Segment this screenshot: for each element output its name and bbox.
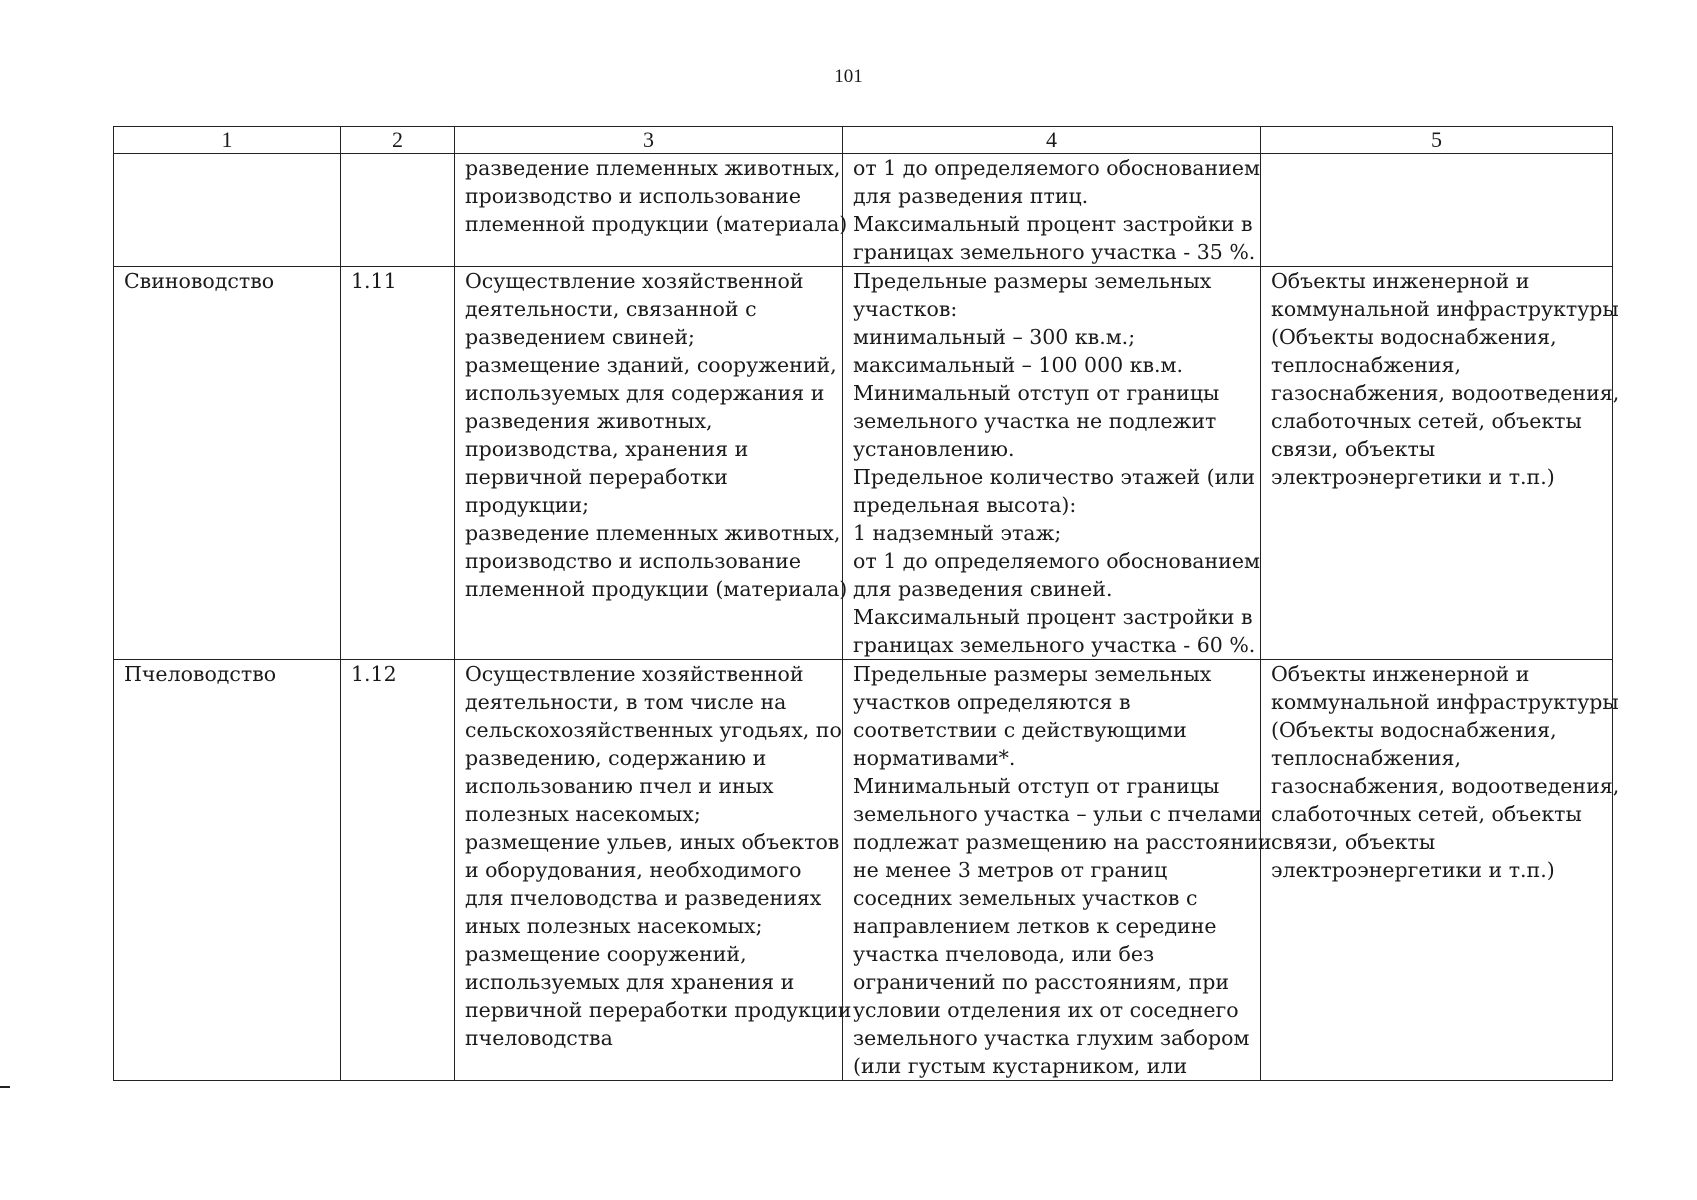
table-cell-col3 [455, 267, 848, 660]
cell-text-line: племенной продукции (материала) [465, 212, 848, 236]
cell-text-line: подлежат размещению на расстоянии [853, 830, 1272, 854]
table-cell-col1 [114, 660, 341, 1081]
cell-text-line: участков: [853, 297, 958, 321]
column-header: 4 [843, 127, 1261, 154]
cell-text-line: пчеловодства [465, 1026, 613, 1050]
cell-text-line: продукции; [465, 493, 590, 517]
cell-text-line: (Объекты водоснабжения, [1271, 718, 1557, 742]
cell-text: Пчеловодство [124, 662, 277, 686]
cell-text: 1.11 [351, 269, 397, 293]
cell-text-line: иных полезных насекомых; [465, 914, 763, 938]
cell-text-line: производство и использование [465, 184, 801, 208]
cell-text-line: Предельные размеры земельных [853, 269, 1212, 293]
table-cell-col5 [1261, 660, 1620, 1081]
cell-text-line: разведению, содержанию и [465, 746, 767, 770]
cell-text-line: сельскохозяйственных угодьях, по [465, 718, 842, 742]
cell-text-line: используемых для содержания и [465, 381, 825, 405]
cell-text-line: деятельности, в том числе на [465, 690, 787, 714]
cell-text-line: Предельное количество этажей (или [853, 465, 1256, 489]
cell-text-line: участков определяются в [853, 690, 1131, 714]
cell-text-line: направлением летков к середине [853, 914, 1217, 938]
cell-text-line: племенной продукции (материала) [465, 577, 848, 601]
cell-text-line: установлению. [853, 437, 1015, 461]
cell-text-line: первичной переработки продукции [465, 998, 852, 1022]
cell-text: 1.12 [351, 662, 397, 686]
cell-text-line: 1 надземный этаж; [853, 521, 1062, 545]
cell-text-line: максимальный – 100 000 кв.м. [853, 353, 1184, 377]
cell-text-line: для разведения птиц. [853, 184, 1089, 208]
cell-text-line: размещение зданий, сооружений, [465, 353, 837, 377]
cell-text-line: не менее 3 метров от границ [853, 858, 1168, 882]
cell-text-line: полезных насекомых; [465, 802, 701, 826]
table-cell-col4 [843, 154, 1261, 267]
table-cell-col5 [1261, 267, 1620, 660]
cell-text-line: (или густым кустарником, или [853, 1054, 1188, 1078]
cell-text-line: Максимальный процент застройки в [853, 212, 1253, 236]
cell-text-line: от 1 до определяемого обоснованием [853, 549, 1260, 573]
column-header: 1 [114, 127, 341, 154]
table-cell-col2 [341, 267, 455, 660]
cell-text-line: предельная высота): [853, 493, 1077, 517]
table-cell-col4 [843, 660, 1272, 1081]
page-number: 101 [834, 66, 863, 87]
cell-text-line: (Объекты водоснабжения, [1271, 325, 1557, 349]
table-cell-col1 [114, 267, 341, 660]
table-row [114, 154, 1613, 267]
cell-text-line: слаботочных сетей, объекты [1271, 409, 1582, 433]
cell-text-line: производства, хранения и [465, 437, 749, 461]
cell-text-line: использованию пчел и иных [465, 774, 774, 798]
table-row [114, 267, 1613, 660]
cell-text-line: для пчеловодства и разведениях [465, 886, 822, 910]
cell-text-line: ограничений по расстояниям, при [853, 970, 1230, 994]
cell-text-line: разведение племенных животных, [465, 521, 841, 545]
cell-text-line: газоснабжения, водоотведения, [1271, 381, 1620, 405]
table-row [114, 660, 1613, 1081]
cell-text-line: используемых для хранения и [465, 970, 795, 994]
cell-text-line: Предельные размеры земельных [853, 662, 1212, 686]
table-body [114, 154, 1620, 1081]
cell-text-line: и оборудования, необходимого [465, 858, 802, 882]
cell-text-line: коммунальной инфраструктуры [1271, 297, 1619, 321]
cell-text-line: от 1 до определяемого обоснованием [853, 156, 1260, 180]
cell-text-line: производство и использование [465, 549, 801, 573]
table-cell-col2 [341, 154, 455, 267]
table-cell-col5 [1261, 154, 1613, 267]
cell-text-line: для разведения свиней. [853, 577, 1113, 601]
cell-text-line: размещение ульев, иных объектов [465, 830, 840, 854]
table-cell-col2 [341, 660, 455, 1081]
cell-text-line: минимальный – 300 кв.м.; [853, 325, 1136, 349]
table-cell-col3 [455, 154, 848, 267]
cell-text-line: земельного участка не подлежит [853, 409, 1217, 433]
cell-text-line: первичной переработки [465, 465, 728, 489]
cell-text-line: слаботочных сетей, объекты [1271, 802, 1582, 826]
cell-text-line: коммунальной инфраструктуры [1271, 690, 1619, 714]
table-cell-col4 [843, 267, 1261, 660]
cell-text-line: границах земельного участка - 60 %. [853, 633, 1256, 657]
cell-text-line: соседних земельных участков с [853, 886, 1198, 910]
cell-text-line: газоснабжения, водоотведения, [1271, 774, 1620, 798]
table-cell-col1 [114, 154, 341, 267]
column-header: 3 [455, 127, 843, 154]
cell-text-line: теплоснабжения, [1271, 746, 1461, 770]
cell-text-line: условии отделения их от соседнего [853, 998, 1239, 1022]
cell-text-line: Максимальный процент застройки в [853, 605, 1253, 629]
table-cell-col3 [455, 660, 852, 1081]
cell-text-line: разведения животных, [465, 409, 713, 433]
cell-text-line: связи, объекты [1271, 437, 1436, 461]
cell-text: Свиноводство [124, 269, 275, 293]
column-header: 2 [341, 127, 455, 154]
cell-text-line: участка пчеловода, или без [853, 942, 1155, 966]
column-header: 5 [1261, 127, 1613, 154]
cell-text-line: соответствии с действующими [853, 718, 1187, 742]
cell-text-line: разведением свиней; [465, 325, 695, 349]
cell-text-line: Осуществление хозяйственной [465, 662, 804, 686]
cell-text-line: границах земельного участка - 35 %. [853, 240, 1256, 264]
cell-text-line: электроэнергетики и т.п.) [1271, 858, 1555, 882]
land-use-table [113, 126, 1620, 1081]
cell-text-line: связи, объекты [1271, 830, 1436, 854]
cell-text-line: электроэнергетики и т.п.) [1271, 465, 1555, 489]
cell-text-line: разведение племенных животных, [465, 156, 841, 180]
cell-text-line: Минимальный отступ от границы [853, 774, 1220, 798]
cell-text-line: Объекты инженерной и [1271, 269, 1530, 293]
cell-text-line: земельного участка – ульи с пчелами [853, 802, 1262, 826]
cell-text-line: деятельности, связанной с [465, 297, 757, 321]
cell-text-line: Объекты инженерной и [1271, 662, 1530, 686]
cell-text-line: нормативами*. [853, 746, 1016, 770]
margin-mark [0, 1086, 10, 1088]
cell-text-line: размещение сооружений, [465, 942, 747, 966]
cell-text-line: Минимальный отступ от границы [853, 381, 1220, 405]
cell-text-line: теплоснабжения, [1271, 353, 1461, 377]
cell-text-line: земельного участка глухим забором [853, 1026, 1250, 1050]
cell-text-line: Осуществление хозяйственной [465, 269, 804, 293]
table-header-row [114, 127, 1613, 154]
